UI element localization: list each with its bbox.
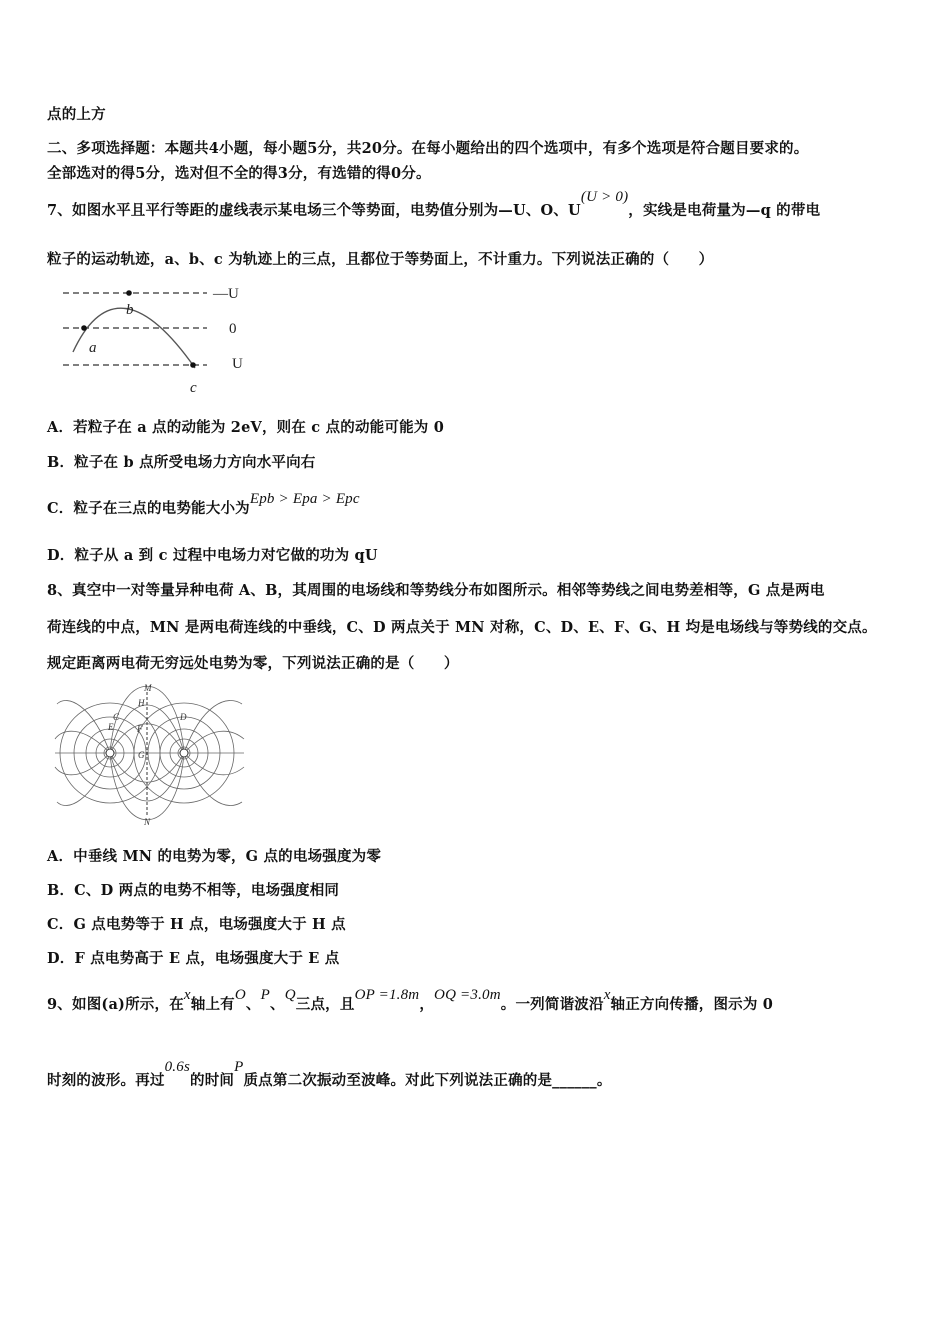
q8-option-b: B．C、D 两点的电势不相等，电场强度相同 <box>47 882 340 899</box>
q9-math-t: 0.6s <box>164 1059 190 1075</box>
q9-text-c: 三点，且 <box>295 996 355 1013</box>
label-g: G <box>138 750 145 760</box>
point-c <box>190 362 196 368</box>
q9-math-x2: x <box>603 987 611 1003</box>
q8-option-c: C．G 点电势等于 H 点，电场强度大于 H 点 <box>47 916 346 933</box>
q9-text-a: 9、如图(a)所示，在 <box>47 996 184 1013</box>
q8-figure <box>52 684 247 826</box>
q9-text-f: 时刻的波形。再过 <box>47 1072 165 1089</box>
label-b: b <box>126 302 134 318</box>
q7-condition: (U > 0) <box>580 189 629 205</box>
q9-sep1: 、 <box>245 996 261 1013</box>
section-heading: 二、多项选择题：本题共4小题，每小题5分，共20分。在每小题给出的四个选项中，有多个选项是符合题目要求的。 <box>47 140 809 157</box>
continuation-text: 点的上方 <box>47 106 106 123</box>
q7-option-c-text: C．粒子在三点的电势能大小为 <box>47 500 250 517</box>
q7-option-c <box>47 491 360 518</box>
q9-text-b: 轴上有 <box>190 996 235 1013</box>
q7-stem-a: 7、如图水平且平行等距的虚线表示某电场三个等势面，电势值分别为—U、O、U <box>47 202 581 219</box>
q9-stem-line1 <box>47 987 774 1014</box>
q7-stem-line1 <box>47 189 821 220</box>
q9-math-q: Q <box>284 987 296 1003</box>
q7-option-c-math: Epb > Epa > Epc <box>249 491 360 507</box>
charge-b <box>180 749 188 757</box>
label-m: M <box>144 684 152 693</box>
q9-text-h: 质点第二次振动至波峰。对此下列说法正确的是______。 <box>243 1072 612 1089</box>
q7-stem-line2: 粒子的运动轨迹，a、b、c 为轨迹上的三点，且都位于等势面上，不计重力。下列说法正确的（ ） <box>47 251 714 268</box>
label-h: H <box>138 698 145 708</box>
label-e: E <box>108 722 114 732</box>
q8-stem-line3: 规定距离两电荷无穷远处电势为零，下列说法正确的是（ ） <box>47 655 459 672</box>
q9-math-x: x <box>183 987 191 1003</box>
q9-comma: ， <box>419 996 435 1013</box>
q9-sep2: 、 <box>270 996 285 1013</box>
label-c: c <box>190 380 197 396</box>
label-u: U <box>232 356 243 372</box>
q9-text-d: 。一列简谐波沿 <box>500 996 604 1013</box>
label-neg-u: —U <box>213 286 239 302</box>
label-n: N <box>144 817 151 826</box>
label-a: a <box>89 340 97 356</box>
q7-option-a: A．若粒子在 a 点的动能为 2eV，则在 c 点的动能可能为 0 <box>47 419 445 436</box>
q8-option-d: D．F 点电势高于 E 点，电场强度大于 E 点 <box>47 950 340 967</box>
q9-math-op: OP =1.8m <box>354 987 420 1003</box>
q8-stem-line2: 荷连线的中点，MN 是两电荷连线的中垂线，C、D 两点关于 MN 对称，C、D、E、F、G、H 均是电场线与等势线的交点。 <box>47 619 877 636</box>
trajectory-curve <box>73 308 195 368</box>
scoring-rule: 全部选对的得5分，选对但不全的得3分，有选错的得0分。 <box>47 165 431 182</box>
q8-stem-line1: 8、真空中一对等量异种电荷 A、B，其周围的电场线和等势线分布如图所示。相邻等势线之间电势差相等，G 点是两电 <box>47 582 825 599</box>
label-f: F <box>137 724 143 734</box>
q9-text-g: 的时间 <box>190 1072 235 1089</box>
label-zero: 0 <box>229 321 237 337</box>
charge-a <box>106 749 114 757</box>
q7-stem-b: ，实线是电荷量为—q 的带电 <box>628 202 821 219</box>
q9-math-p2: P <box>234 1059 244 1075</box>
label-d: D <box>180 712 187 722</box>
q8-option-a: A．中垂线 MN 的电势为零，G 点的电场强度为零 <box>47 848 382 865</box>
label-c: C <box>113 712 120 722</box>
q9-text-e: 轴正方向传播，图示为 0 <box>610 996 774 1013</box>
point-b <box>126 290 132 296</box>
point-a <box>81 325 87 331</box>
q9-math-oq: OQ =3.0m <box>434 987 501 1003</box>
q7-option-b: B．粒子在 b 点所受电场力方向水平向右 <box>47 454 316 471</box>
q9-stem-line2 <box>47 1059 612 1090</box>
q7-figure <box>55 282 275 397</box>
q9-math-o: O <box>234 987 246 1003</box>
q9-math-p: P <box>260 987 270 1003</box>
q7-option-d: D．粒子从 a 到 c 过程中电场力对它做的功为 qU <box>47 547 378 564</box>
